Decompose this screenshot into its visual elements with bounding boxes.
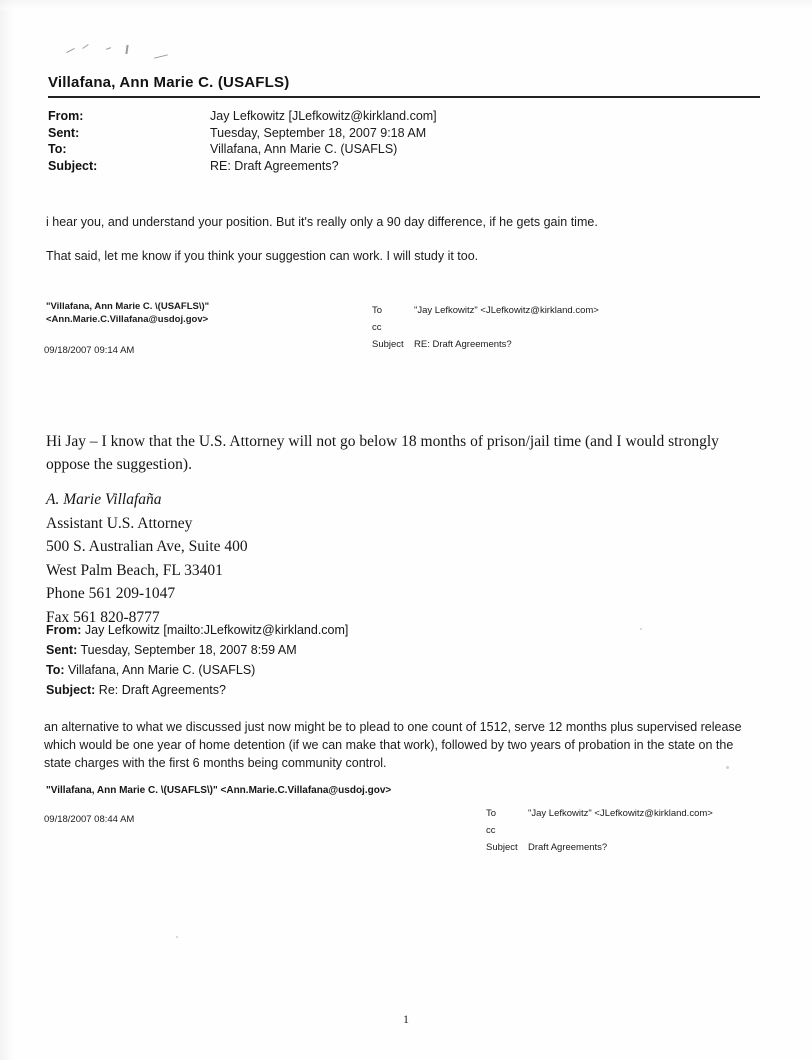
header2-row-subject [46,680,348,700]
header-divider [48,96,760,98]
header2-value-sent: Tuesday, September 18, 2007 8:59 AM [80,643,297,657]
quoted-from-line-2: <Ann.Marie.C.Villafana@usdoj.gov> [46,314,209,325]
quoted-subject-label: Subject [372,339,404,350]
message-paragraph-2: That said, let me know if you think your suggestion can work. I will study it too. [46,249,479,263]
message-paragraph-3: an alternative to what we discussed just now might be to plead to one count of 1512, serve 12 months plus supervised release which would be one year of home detention (if we can make that work), followed by two years of probation in the state on the state charges with the first 6 months being community control. [44,720,742,770]
header2-value-to: Villafana, Ann Marie C. (USAFLS) [68,663,256,677]
quoted2-to-value: "Jay Lefkowitz" <JLefkowitz@kirkland.com> [528,808,713,819]
header-row-from [48,108,760,125]
header2-label-from: From: [46,623,82,637]
scan-edge-shadow [0,0,14,1060]
header2-label-sent: Sent: [46,643,78,657]
header-value-sent: Tuesday, September 18, 2007 9:18 AM [210,125,427,140]
email-header-block [48,108,760,174]
quoted-from-line-1: "Villafana, Ann Marie C. \(USAFLS\)" [46,301,210,312]
quoted-cc-label: cc [372,322,382,333]
header2-label-subject: Subject: [46,683,96,697]
header-row-sent [48,125,760,142]
header2-label-to: To: [46,663,65,677]
quoted-message-2-date: 09/18/2007 08:44 AM [44,814,135,825]
header-label-to: To: [48,142,67,156]
quoted-message-2-from: "Villafana, Ann Marie C. \(USAFLS\)" <Ann.Marie.C.Villafana@usdoj.gov> [46,785,392,796]
quoted-to-value: "Jay Lefkowitz" <JLefkowitz@kirkland.com> [414,305,599,316]
signature-name: A. Marie Villafaña [46,491,162,508]
scan-speck [726,766,729,769]
header-row-to [48,141,760,158]
quoted2-cc-label: cc [486,825,496,836]
header2-row-from [46,620,348,640]
header-row-subject [48,158,760,175]
quoted-message-1-fields [372,302,712,353]
header-label-subject: Subject: [48,158,98,173]
reply-paragraph: Hi Jay – I know that the U.S. Attorney will not go below 18 months of prison/jail time (and I would strongly oppose the suggestion). [46,433,719,473]
quoted2-to-row [486,805,713,822]
header2-value-subject: Re: Draft Agreements? [98,683,226,697]
quoted-message-1-date: 09/18/2007 09:14 AM [44,345,135,356]
email-header-2-block [46,620,348,700]
quoted-message-2-fields [486,805,713,856]
quoted-to-label: To [372,305,383,316]
header-label-sent: Sent: [48,125,80,140]
scan-speck [176,936,178,938]
message-paragraph-1: i hear you, and understand your position. But it's really only a 90 day difference, if he gets gain time. [46,215,598,229]
quoted2-cc-row [486,822,713,839]
header-value-subject: RE: Draft Agreements? [210,158,339,173]
header-value-to: Villafana, Ann Marie C. (USAFLS) [210,142,398,156]
quoted2-to-label: To [486,808,497,819]
header2-row-sent [46,640,348,660]
page-title: Villafana, Ann Marie C. (USAFLS) [48,74,290,91]
signature-title: Assistant U.S. Attorney [46,514,193,532]
quoted-message-1-from [46,300,376,326]
page-number: 1 [403,1012,409,1026]
scan-artifact-marks [62,44,192,68]
header-value-from: Jay Lefkowitz [JLefkowitz@kirkland.com] [210,109,437,123]
scan-speck [640,628,642,630]
signature-phone: Phone 561 209-1047 [46,585,176,602]
header2-row-to [46,660,348,680]
header2-value-from: Jay Lefkowitz [mailto:JLefkowitz@kirkland.com] [84,623,349,637]
signature-address-1: 500 S. Australian Ave, Suite 400 [46,538,248,555]
quoted-to-row [372,302,712,319]
quoted-subject-value: RE: Draft Agreements? [414,339,512,350]
signature-block [46,488,248,629]
quoted-cc-row [372,319,712,336]
signature-address-2: West Palm Beach, FL 33401 [46,561,223,579]
quoted-subject-row [372,336,712,353]
scan-edge-shadow-top [0,0,812,10]
quoted2-subject-value: Draft Agreements? [528,842,608,853]
signature-fax: Fax 561 820-8777 [46,608,160,626]
header-label-from: From: [48,109,84,123]
quoted2-subject-label: Subject [486,842,518,853]
quoted2-subject-row [486,839,713,856]
